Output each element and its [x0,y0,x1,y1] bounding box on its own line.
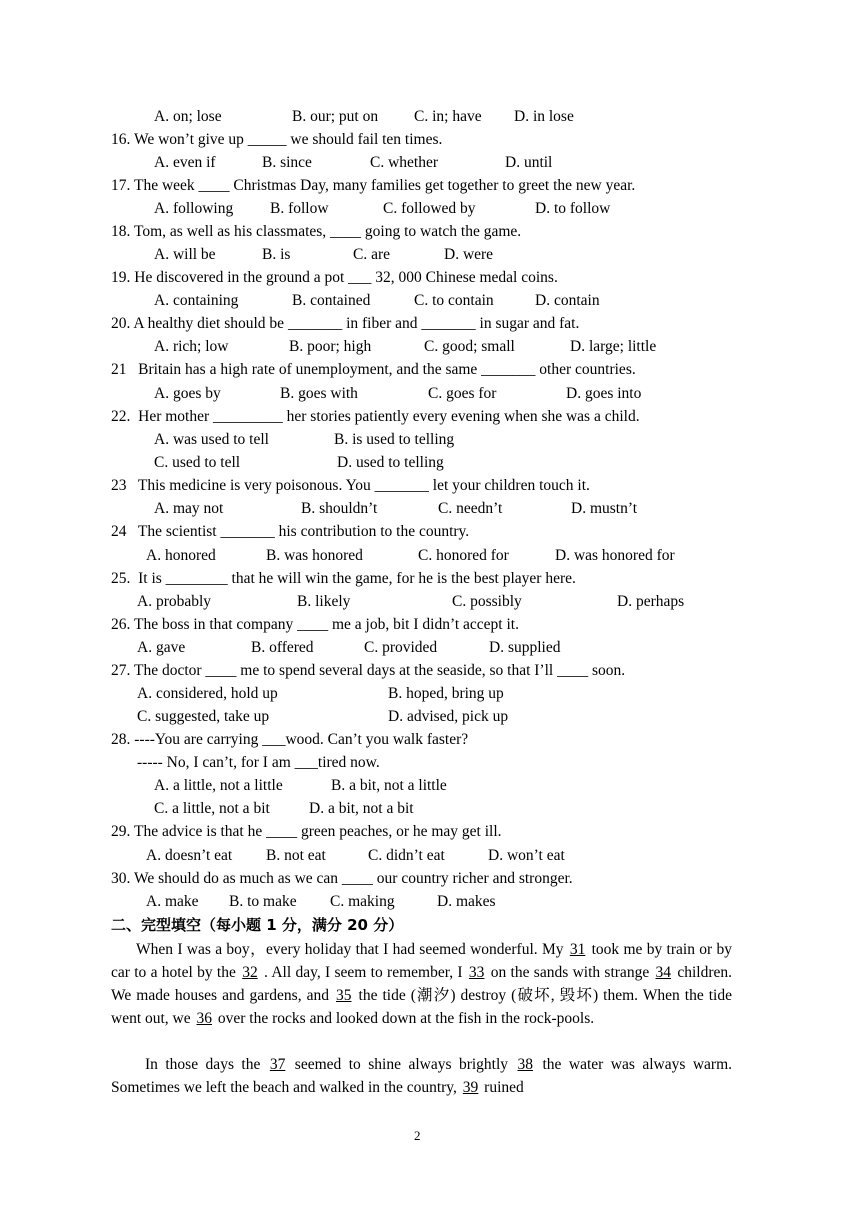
option: D. goes into [566,385,642,402]
option: D. until [505,154,553,171]
page-number: 2 [414,1128,421,1143]
option: C. used to tell [154,454,241,471]
option: C. whether [370,154,439,171]
option: A. rich; low [154,338,229,355]
option: C. in; have [414,108,482,125]
option: D. contain [535,292,600,309]
option: A. was used to tell [154,431,269,448]
question-stem: 25. It is ________ that he will win the game, for he is the best player here. [111,570,576,587]
option: B. shouldn’t [301,500,378,517]
option: D. used to telling [337,454,444,471]
question-stem: 24 The scientist _______ his contribution to the country. [111,523,470,540]
blank-number: 34 [655,964,672,981]
option: D. makes [437,893,496,910]
option: A. a little, not a little [154,777,283,794]
blank-number: 32 [242,964,258,981]
option: A. will be [154,246,216,263]
option: D. in lose [514,108,574,125]
option: C. possibly [452,593,522,610]
option: C. a little, not a bit [154,800,270,817]
option: C. honored for [418,547,509,564]
option: D. were [444,246,494,263]
option: D. to follow [535,200,611,217]
option: A. honored [146,547,216,564]
option: A. following [154,200,234,217]
option: B. goes with [280,385,358,402]
option: D. mustn’t [571,500,638,517]
question-stem: 20. A healthy diet should be _______ in fiber and _______ in sugar and fat. [111,315,580,332]
blank-number: 36 [196,1010,213,1027]
question-stem-reply: ----- No, I can’t, for I am ___tired now. [137,754,380,771]
question-stem: 28. ----You are carrying ___wood. Can’t you walk faster? [111,731,469,748]
option: B. offered [251,639,314,656]
option: D. supplied [489,639,561,656]
option: D. advised, pick up [388,708,509,725]
text-run: the tide (潮汐) destroy (破坏, 毁坏) them. When the tide went out, we [111,987,732,1027]
text-run: ruined [480,1079,524,1096]
question-stem: 18. Tom, as well as his classmates, ____ going to watch the game. [111,223,522,240]
option: D. was honored for [555,547,675,564]
cloze-paragraph [111,938,732,1030]
option: B. our; put on [292,108,379,125]
blank-number: 35 [336,987,352,1004]
text-run: over the rocks and looked down at the fish in the rock-pools. [214,1010,595,1027]
option: A. may not [154,500,224,517]
option: D. won’t eat [488,847,565,864]
cloze-paragraph [111,1053,732,1099]
option: D. perhaps [617,593,685,610]
text-run: When I was a boy，every holiday that I had seemed wonderful. My [136,941,568,958]
blank-number: 39 [462,1079,479,1096]
question-stem: 22. Her mother _________ her stories patiently every evening when she was a child. [111,408,640,425]
option: C. suggested, take up [137,708,270,725]
blank-number: 38 [517,1056,534,1073]
option: C. goes for [428,385,497,402]
blank-number: 31 [569,941,586,958]
option: B. poor; high [289,338,372,355]
question-stem: 23 This medicine is very poisonous. You _______ let your children touch it. [111,477,590,494]
option: A. probably [137,593,212,610]
section-heading: 二、完型填空（每小题 1 分，满分 20 分） [111,916,404,934]
text-run: . All day, I seem to remember, I [259,964,467,981]
blank-number: 37 [269,1056,286,1073]
option: D. a bit, not a bit [309,800,414,817]
text-run: the water was always warm. Sometimes we left the beach and walked in the country, [111,1056,733,1096]
option: B. likely [297,593,351,610]
question-stem: 21 Britain has a high rate of unemployment, and the same _______ other countries. [111,361,636,378]
option: A. even if [154,154,216,171]
text-run: children. We made houses and gardens, and [111,964,732,1004]
option: C. followed by [383,200,476,217]
option: B. was honored [266,547,363,564]
question-stem: 17. The week ____ Christmas Day, many families get together to greet the new year. [111,177,636,194]
option: C. to contain [414,292,494,309]
option: A. make [146,893,199,910]
option: B. is [262,246,291,263]
option: A. gave [137,639,186,656]
question-stem: 29. The advice is that he ____ green peaches, or he may get ill. [111,823,502,840]
option: B. follow [270,200,329,217]
text-run: took me by train or by car to a hotel by the [111,941,732,981]
option: D. large; little [570,338,657,355]
option: B. is used to telling [334,431,455,448]
question-stem: 19. He discovered in the ground a pot ___ 32, 000 Chinese medal coins. [111,269,558,286]
option: B. since [262,154,312,171]
option: A. containing [154,292,239,309]
option: B. a bit, not a little [331,777,447,794]
question-stem: 27. The doctor ____ me to spend several days at the seaside, so that I’ll ____ soon. [111,662,626,679]
option: C. good; small [424,338,515,355]
option: C. didn’t eat [368,847,445,864]
option: C. are [353,246,391,263]
text-run: seemed to shine always brightly [287,1056,516,1073]
question-stem: 30. We should do as much as we can ____ our country richer and stronger. [111,870,573,887]
option: A. doesn’t eat [146,847,233,864]
question-stem: 16. We won’t give up _____ we should fail ten times. [111,131,443,148]
option: C. needn’t [438,500,503,517]
option: B. contained [292,292,371,309]
option: A. considered, hold up [137,685,278,702]
option: C. making [330,893,395,910]
option: B. hoped, bring up [388,685,504,702]
option: B. not eat [266,847,326,864]
option: A. on; lose [154,108,222,125]
blank-number: 33 [468,964,485,981]
question-stem: 26. The boss in that company ____ me a job, bit I didn’t accept it. [111,616,519,633]
text-run: on the sands with strange [486,964,654,981]
option: C. provided [364,639,438,656]
text-run: In those days the [145,1056,268,1073]
option: A. goes by [154,385,221,402]
option: B. to make [229,893,297,910]
